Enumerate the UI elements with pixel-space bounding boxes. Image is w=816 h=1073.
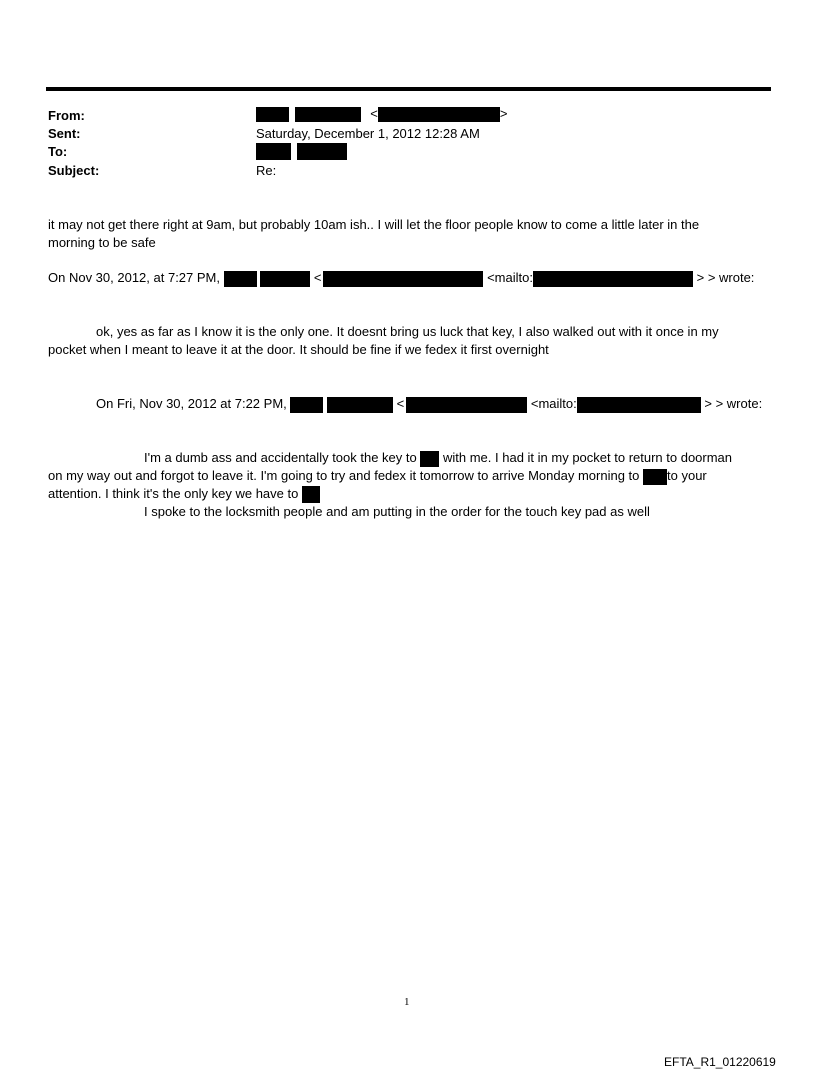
redaction-box (420, 451, 439, 467)
redaction-box (378, 107, 500, 122)
redaction-box (256, 143, 291, 160)
sent-label: Sent: (48, 126, 81, 141)
p3-line2-part2: to your (667, 468, 707, 483)
redaction-box (295, 107, 361, 122)
p3-line2-part1: on my way out and forgot to leave it. I'm going to try and fedex it tomorrow to arrive Monday morning to (48, 468, 640, 483)
body-paragraph-1-line-1: it may not get there right at 9am, but probably 10am ish.. I will let the floor people know to come a little later in the (48, 217, 700, 232)
quote-header-2 (96, 395, 762, 413)
subject-label: Subject: (48, 163, 100, 178)
sent-value: Saturday, December 1, 2012 12:28 AM (256, 126, 480, 141)
quote-1-mailto: <mailto: (487, 270, 533, 285)
redaction-box (302, 486, 320, 503)
quote-2-lt: < (396, 396, 405, 411)
body-paragraph-2-line-2: pocket when I meant to leave it at the door. It should be fine if we fedex it first overnight (48, 342, 549, 357)
body-paragraph-3-line-4: I spoke to the locksmith people and am putting in the order for the touch key pad as well (144, 504, 650, 519)
body-paragraph-3-line-1 (144, 449, 732, 467)
redaction-box (323, 271, 483, 287)
from-gt: > (499, 106, 508, 121)
quote-2-end: > > wrote: (704, 396, 763, 411)
body-paragraph-3-line-2 (48, 467, 707, 485)
redaction-box (260, 271, 310, 287)
to-label: To: (48, 144, 68, 159)
from-value (256, 106, 507, 122)
quote-2-date: On Fri, Nov 30, 2012 at 7:22 PM, (96, 396, 287, 411)
subject-value: Re: (256, 163, 277, 178)
redaction-box (256, 107, 289, 122)
quote-2-mailto: <mailto: (530, 396, 577, 411)
body-paragraph-3-line-3 (48, 485, 320, 503)
document-id-stamp: EFTA_R1_01220619 (664, 1055, 776, 1069)
redaction-box (290, 397, 323, 413)
p3-line1-part2: with me. I had it in my pocket to return to doorman (443, 450, 733, 465)
redaction-box (577, 397, 701, 413)
from-label: From: (48, 108, 85, 123)
redaction-box (406, 397, 527, 413)
body-paragraph-2-line-1: ok, yes as far as I know it is the only one. It doesnt bring us luck that key, I also walked out with it once in my (96, 324, 719, 339)
redaction-box (533, 271, 693, 287)
body-paragraph-1-line-2: morning to be safe (48, 235, 156, 250)
p3-line3-part1: attention. I think it's the only key we have to (48, 486, 299, 501)
quote-1-end: > > wrote: (696, 270, 755, 285)
redaction-box (643, 469, 667, 485)
quote-1-lt: < (313, 270, 322, 285)
to-value (256, 143, 347, 160)
redaction-box (327, 397, 393, 413)
page-number: 1 (404, 996, 410, 1008)
from-lt: < (370, 106, 378, 121)
redaction-box (224, 271, 257, 287)
quote-header-1 (48, 269, 754, 287)
quote-1-date: On Nov 30, 2012, at 7:27 PM, (48, 270, 220, 285)
header-rule (46, 87, 771, 91)
p3-line1-part1: I'm a dumb ass and accidentally took the key to (144, 450, 417, 465)
redaction-box (297, 143, 347, 160)
